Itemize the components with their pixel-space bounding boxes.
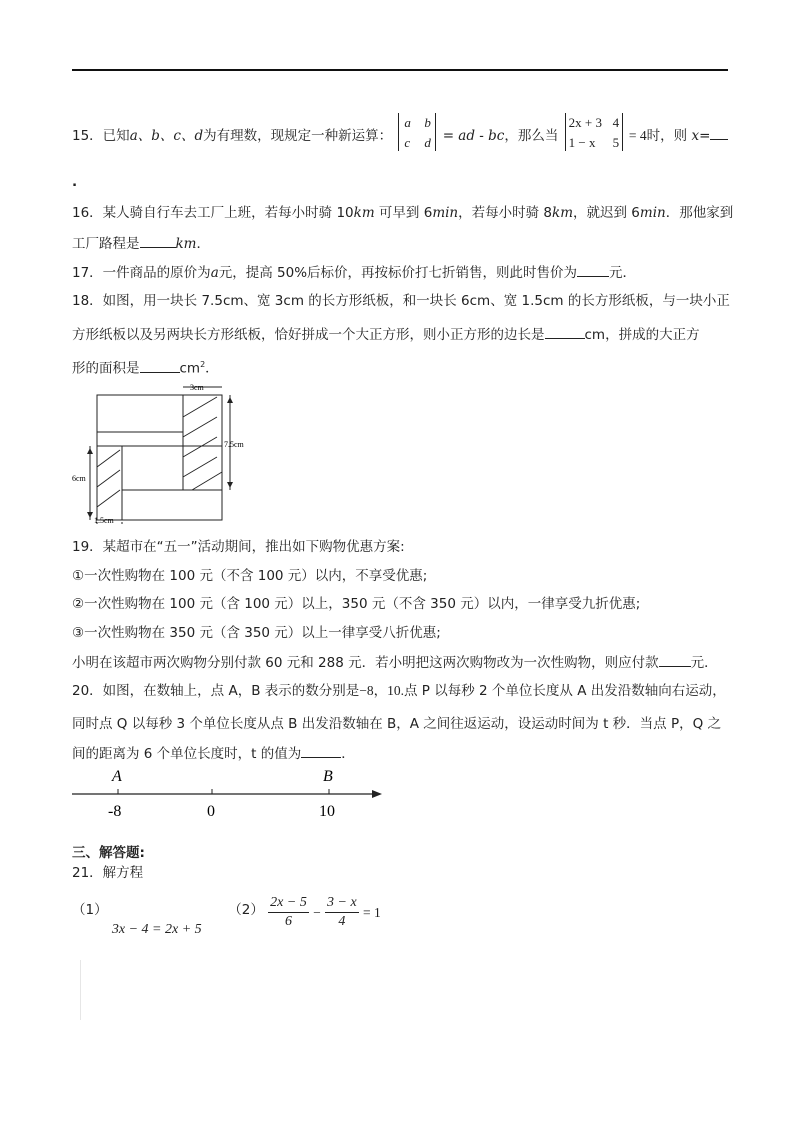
fraction-2: $\frac{3 - x}{4}$ (327, 895, 357, 929)
question-18: 18．如图，用一块长 7.5cm、宽 3cm 的长方形纸板，和一块长 6cm、宽 1.5cm 的长方形纸板，与一块小正 (72, 293, 730, 309)
q15-continuation: . (72, 174, 78, 190)
q15-prefix: 15．已知 (72, 128, 130, 144)
question-17: 17．一件商品的原价为a元，提高 50%后标价，再按标价打七折销售，则此时售价为 元． (72, 262, 636, 283)
number-line (72, 765, 387, 827)
question-18-line3: 形的面积是 $cm^2$． (72, 355, 219, 379)
scan-artifact (80, 960, 81, 1020)
equation-2-rhs: = 1 (363, 904, 381, 920)
q15-tail: 时，则 (646, 128, 688, 144)
question-19: 19．某超市在“五一”活动期间，推出如下购物优惠方案: (72, 539, 405, 555)
label-7-5cm: 7.5cm (224, 440, 244, 449)
q19-question: 小明在该超市两次购物分别付款 60 元和 288 元．若小明把这两次购物改为一次性购物，则应付款 元． (72, 652, 718, 673)
answer-blank[interactable] (140, 358, 180, 373)
q15-rule: = ad - bc (442, 128, 505, 144)
q15-x: x (691, 128, 700, 144)
determinant-abcd: a b c d (398, 113, 436, 151)
square-diagram (72, 382, 272, 527)
label-6cm: 6cm (72, 474, 86, 483)
q19-rule-2: ②一次性购物在 100 元（含 100 元）以上，350 元（不含 350 元）以内，一律享受九折优惠; (72, 596, 641, 612)
q15-text2: ，那么当 (504, 128, 559, 144)
label-3cm: 3cm (190, 383, 204, 392)
point-A-label: A (112, 768, 122, 785)
question-21: 21．解方程 (72, 865, 144, 881)
answer-blank[interactable] (545, 324, 585, 339)
part-1-label: （1） (72, 902, 108, 918)
question-18-line2: 方形纸板以及另两块长方形纸板，恰好拼成一个大正方形，则小正方形的边长是 cm，拼成的大正方 (72, 324, 700, 345)
q15-eq-sign: = (699, 128, 711, 144)
answer-blank[interactable] (140, 233, 176, 248)
tick-label-neg8: -8 (108, 803, 122, 820)
section-3-title: 三、解答题: (72, 845, 145, 861)
q19-rule-1: ①一次性购物在 100 元（不含 100 元）以内，不享受优惠; (72, 568, 428, 584)
question-20: 20．如图，在数轴上，点 A，B 表示的数分别是−8，10.点 P 以每秒 2 个单位长度从 A 出发沿数轴向右运动， (72, 683, 726, 699)
q15-vars: a、b、c、d (129, 128, 204, 144)
question-15 (72, 115, 728, 150)
answer-blank[interactable] (710, 125, 728, 140)
arrow-right-icon (372, 790, 382, 798)
answer-blank[interactable] (577, 262, 609, 277)
answer-blank[interactable] (659, 652, 691, 667)
equation-1: 3x − 4 = 2x + 5 (111, 921, 202, 937)
part-2-label: （2） (228, 902, 264, 918)
answer-blank[interactable] (301, 743, 341, 758)
q21-equations: （1） 3x − 4 = 2x + 5 （2） $\frac{2x - 5}{6}$ − $\frac{3 - x}{4}$ = 1 (72, 895, 381, 937)
header-rule (72, 69, 728, 71)
q15-eq: = 4 (628, 128, 647, 143)
fraction-1: $\frac{2x - 5}{6}$ (270, 895, 307, 929)
label-1-5cm: 1.5cm (94, 516, 114, 525)
question-16-line2: 工厂路程是 km． (72, 233, 210, 254)
tick-label-0: 0 (207, 803, 215, 820)
question-20-line3: 间的距离为 6 个单位长度时，t 的值为 ． (72, 743, 355, 764)
q15-text: 为有理数，现规定一种新运算： (203, 128, 393, 144)
point-B-label: B (323, 768, 333, 785)
determinant-x: 2x + 3 4 1 − x 5 (565, 113, 623, 151)
question-20-line2: 同时点 Q 以每秒 3 个单位长度从点 B 出发沿数轴在 B，A 之间往返运动，设运动时间为 t 秒．当点 P，Q 之 (72, 716, 722, 732)
question-16: 16．某人骑自行车去工厂上班，若每小时骑 10km 可早到 6min，若每小时骑 8km，就迟到 6min．那他家到 (72, 205, 734, 221)
q19-rule-3: ③一次性购物在 350 元（含 350 元）以上一律享受八折优惠; (72, 625, 441, 641)
tick-label-10: 10 (319, 803, 335, 820)
